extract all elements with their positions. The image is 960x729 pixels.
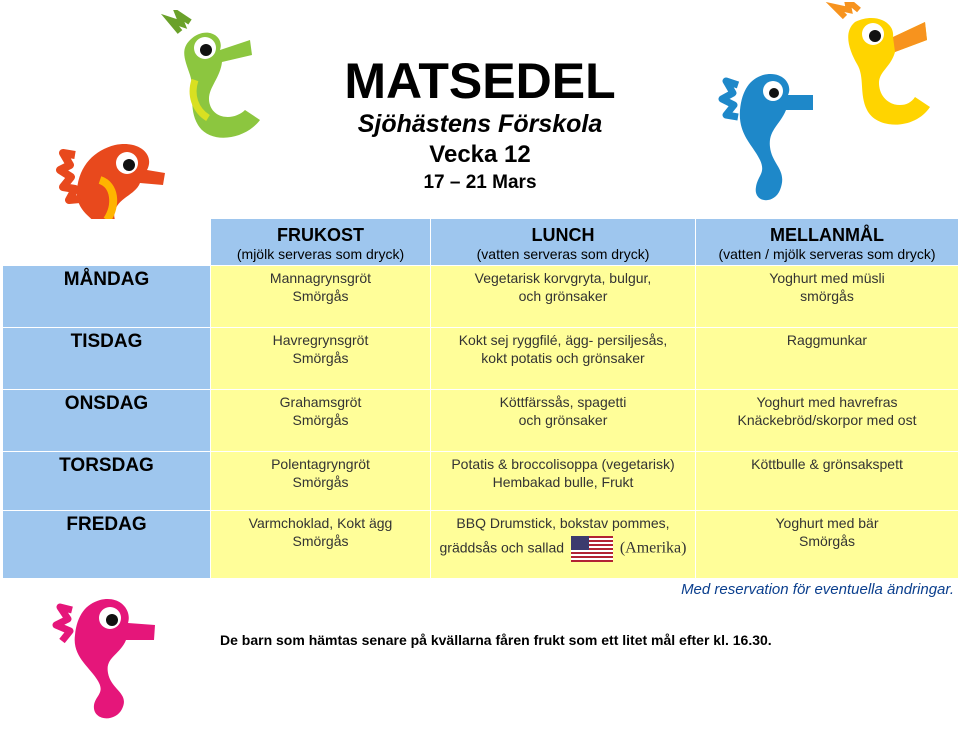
mellanmal-cell: Yoghurt med bär Smörgås xyxy=(696,511,959,579)
day-label: TISDAG xyxy=(3,328,211,390)
date-range: 17 – 21 Mars xyxy=(423,172,537,193)
menu-table xyxy=(2,218,959,579)
day-label: TORSDAG xyxy=(3,452,211,511)
lunch-cell: BBQ Drumstick, bokstav pommes, gräddsås och sallad (Amerika) xyxy=(431,511,696,579)
column-header-mellanmal: MELLANMÅL (vatten / mjölk serveras som dryck) xyxy=(696,219,959,266)
table-row-mandag xyxy=(3,266,959,328)
day-label: FREDAG xyxy=(3,511,211,579)
lunch-cell: Potatis & broccolisoppa (vegetarisk) Hembakad bulle, Frukt xyxy=(431,452,696,511)
table-row-torsdag xyxy=(3,452,959,511)
lunch-cell: Köttfärssås, spagetti och grönsaker xyxy=(431,390,696,452)
corner-cell xyxy=(3,219,211,266)
header-row xyxy=(3,219,959,266)
footer-note: De barn som hämtas senare på kvällarna fåren frukt som ett litet mål efter kl. 16.30. xyxy=(220,632,772,648)
frukost-cell: Mannagrynsgröt Smörgås xyxy=(211,266,431,328)
column-header-frukost: FRUKOST (mjölk serveras som dryck) xyxy=(211,219,431,266)
mellanmal-cell: Köttbulle & grönsakspett xyxy=(696,452,959,511)
table-row-onsdag xyxy=(3,390,959,452)
lunch-cell: Kokt sej ryggfilé, ägg- persiljesås, kokt potatis och grönsaker xyxy=(431,328,696,390)
seahorse-pink-icon xyxy=(50,585,160,725)
reservation-note: Med reservation för eventuella ändringar. xyxy=(681,581,954,598)
usa-flag-icon xyxy=(571,536,613,562)
mellanmal-cell: Yoghurt med müsli smörgås xyxy=(696,266,959,328)
frukost-cell: Polentagryngröt Smörgås xyxy=(211,452,431,511)
week-label: Vecka 12 xyxy=(429,141,531,168)
frukost-cell: Havregrynsgröt Smörgås xyxy=(211,328,431,390)
table-row-tisdag xyxy=(3,328,959,390)
frukost-cell: Grahamsgröt Smörgås xyxy=(211,390,431,452)
table-row-fredag xyxy=(3,511,959,579)
mellanmal-cell: Raggmunkar xyxy=(696,328,959,390)
page-title: MATSEDEL xyxy=(344,53,616,109)
mellanmal-cell: Yoghurt med havrefras Knäckebröd/skorpor med ost xyxy=(696,390,959,452)
day-label: MÅNDAG xyxy=(3,266,211,328)
frukost-cell: Varmchoklad, Kokt ägg Smörgås xyxy=(211,511,431,579)
lunch-cell: Vegetarisk korvgryta, bulgur, och grönsaker xyxy=(431,266,696,328)
column-header-lunch: LUNCH (vatten serveras som dryck) xyxy=(431,219,696,266)
school-name: Sjöhästens Förskola xyxy=(357,110,603,138)
day-label: ONSDAG xyxy=(3,390,211,452)
